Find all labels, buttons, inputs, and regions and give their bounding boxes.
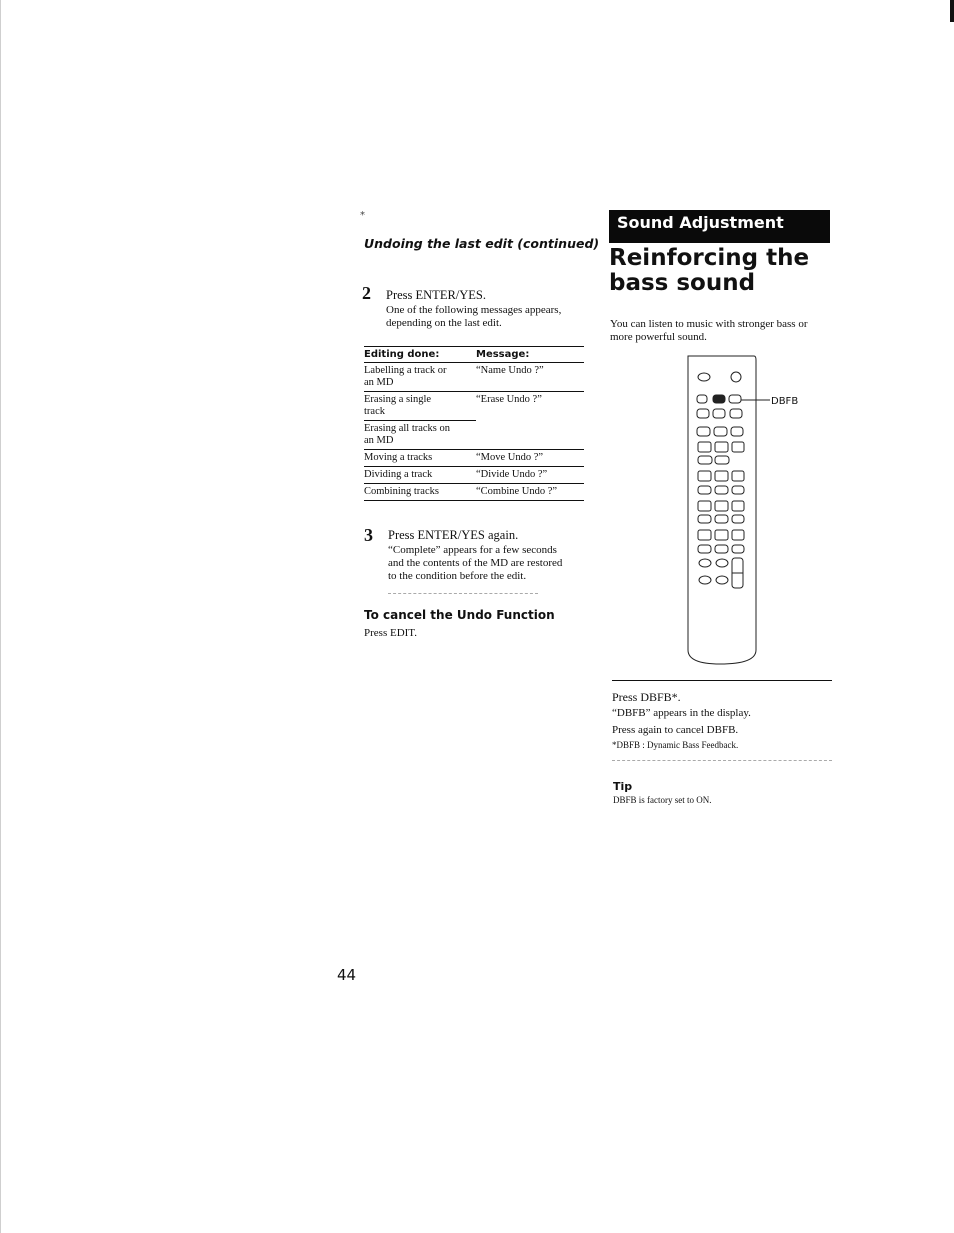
dashed-rule [388,593,538,594]
intro-line: You can listen to music with stronger bass or [610,318,808,330]
remote-button-icon [698,530,711,540]
remote-button-icon [715,530,728,540]
table-row [364,450,584,467]
intro-text [610,318,807,344]
remote-button-icon [697,395,707,403]
edit-line: Labelling a track or [364,365,447,376]
remote-button-icon [730,409,742,418]
page-title [609,246,809,296]
tip-heading: Tip [613,780,633,793]
remote-button-icon [732,501,744,511]
table-row [364,467,584,484]
table-row [364,392,584,421]
page-edge-mark [950,0,954,22]
remote-button-icon [698,471,711,481]
edits-table [364,348,584,501]
step-3-number: 3 [364,525,373,545]
cancel-text: Press EDIT. [364,627,417,639]
remote-button-icon [716,576,728,584]
step-3-detail-line: to the condition before the edit. [388,570,527,582]
edit-line: Erasing all tracks on [364,423,451,434]
table-cell-edit [364,363,476,392]
remote-button-icon [732,515,744,523]
table-cell-edit [364,467,476,484]
remote-button-icon [732,545,744,553]
edit-line: Combining tracks [364,486,439,497]
remote-button-icon [698,373,710,381]
cancel-note: Press again to cancel DBFB. [612,724,739,736]
edit-line: Moving a tracks [364,452,433,463]
remote-button-icon [715,486,728,494]
remote-button-icon [698,456,712,464]
column-header-editing: Editing done: [364,348,476,363]
remote-button-icon [732,471,744,481]
table-header-row [364,348,584,363]
remote-button-icon [715,442,728,452]
table-top-rule [364,346,584,347]
footnote: *DBFB : Dynamic Bass Feedback. [612,740,739,750]
tip-text: DBFB is factory set to ON. [613,795,712,805]
table-cell-message: “Divide Undo ?” [476,467,584,484]
dashed-rule [612,760,832,761]
table-cell-message [476,421,584,450]
step-3-detail-line: “Complete” appears for a few seconds [388,544,557,556]
table-cell-message: “Move Undo ?” [476,450,584,467]
step-2-detail-line: One of the following messages appears, [386,304,562,316]
press-dbfb-instruction: Press DBFB*. [612,690,681,704]
table-cell-edit [364,392,476,421]
table-cell-message: “Name Undo ?” [476,363,584,392]
edit-line: Dividing a track [364,469,433,480]
remote-button-icon [715,471,728,481]
cancel-heading: To cancel the Undo Function [364,608,555,622]
step-2-detail [386,304,561,330]
remote-button-icon [713,409,725,418]
table-row [364,421,584,450]
remote-button-icon [699,576,711,584]
table-cell-edit [364,450,476,467]
remote-button-icon [697,427,710,436]
page-title-line: bass sound [609,270,756,296]
intro-line: more powerful sound. [610,331,707,343]
remote-button-icon [731,427,743,436]
edit-line: track [364,406,385,417]
table-row [364,484,584,501]
remote-button-icon [697,409,709,418]
display-note: “DBFB” appears in the display. [612,707,751,719]
table-cell-edit [364,421,476,450]
remote-button-icon [715,456,729,464]
remote-button-icon [715,545,728,553]
edit-line: Erasing a single [364,394,432,405]
remote-button-icon [698,515,711,523]
edit-line: an MD [364,377,394,388]
table-cell-message: “Erase Undo ?” [476,394,542,405]
page-number: 44 [337,966,357,984]
step-3-instruction: Press ENTER/YES again. [388,528,519,542]
remote-button-icon [714,427,727,436]
step-3-detail-line: and the contents of the MD are restored [388,557,563,569]
remote-button-icon [698,545,711,553]
edit-line: an MD [364,435,394,446]
dbfb-button-icon [713,395,725,403]
remote-button-icon [698,501,711,511]
column-header-message: Message: [476,348,584,363]
table-cell-edit [364,484,476,501]
remote-button-icon [732,486,744,494]
remote-button-icon [715,515,728,523]
step-3-detail [388,544,562,583]
table-cell-message: “Combine Undo ?” [476,484,584,501]
remote-button-icon [732,530,744,540]
asterisk-mark: * [360,210,365,221]
step-2-number: 2 [362,283,371,303]
remote-button-icon [731,372,741,382]
page-title-line: Reinforcing the [609,245,810,271]
remote-button-icon [699,559,711,567]
remote-button-icon [732,442,744,452]
section-band: Sound Adjustment [609,210,830,243]
table-row [364,363,584,392]
dbfb-label: DBFB [771,396,799,407]
remote-button-icon [698,486,711,494]
instruction-rule [612,680,832,681]
remote-button-icon [715,501,728,511]
step-2-detail-line: depending on the last edit. [386,317,502,329]
remote-button-icon [716,559,728,567]
remote-button-icon [729,395,741,403]
remote-button-icon [698,442,711,452]
section-subtitle: Undoing the last edit (continued) [364,236,600,251]
step-2-instruction: Press ENTER/YES. [386,288,486,302]
page-edge-line [0,0,1,1233]
